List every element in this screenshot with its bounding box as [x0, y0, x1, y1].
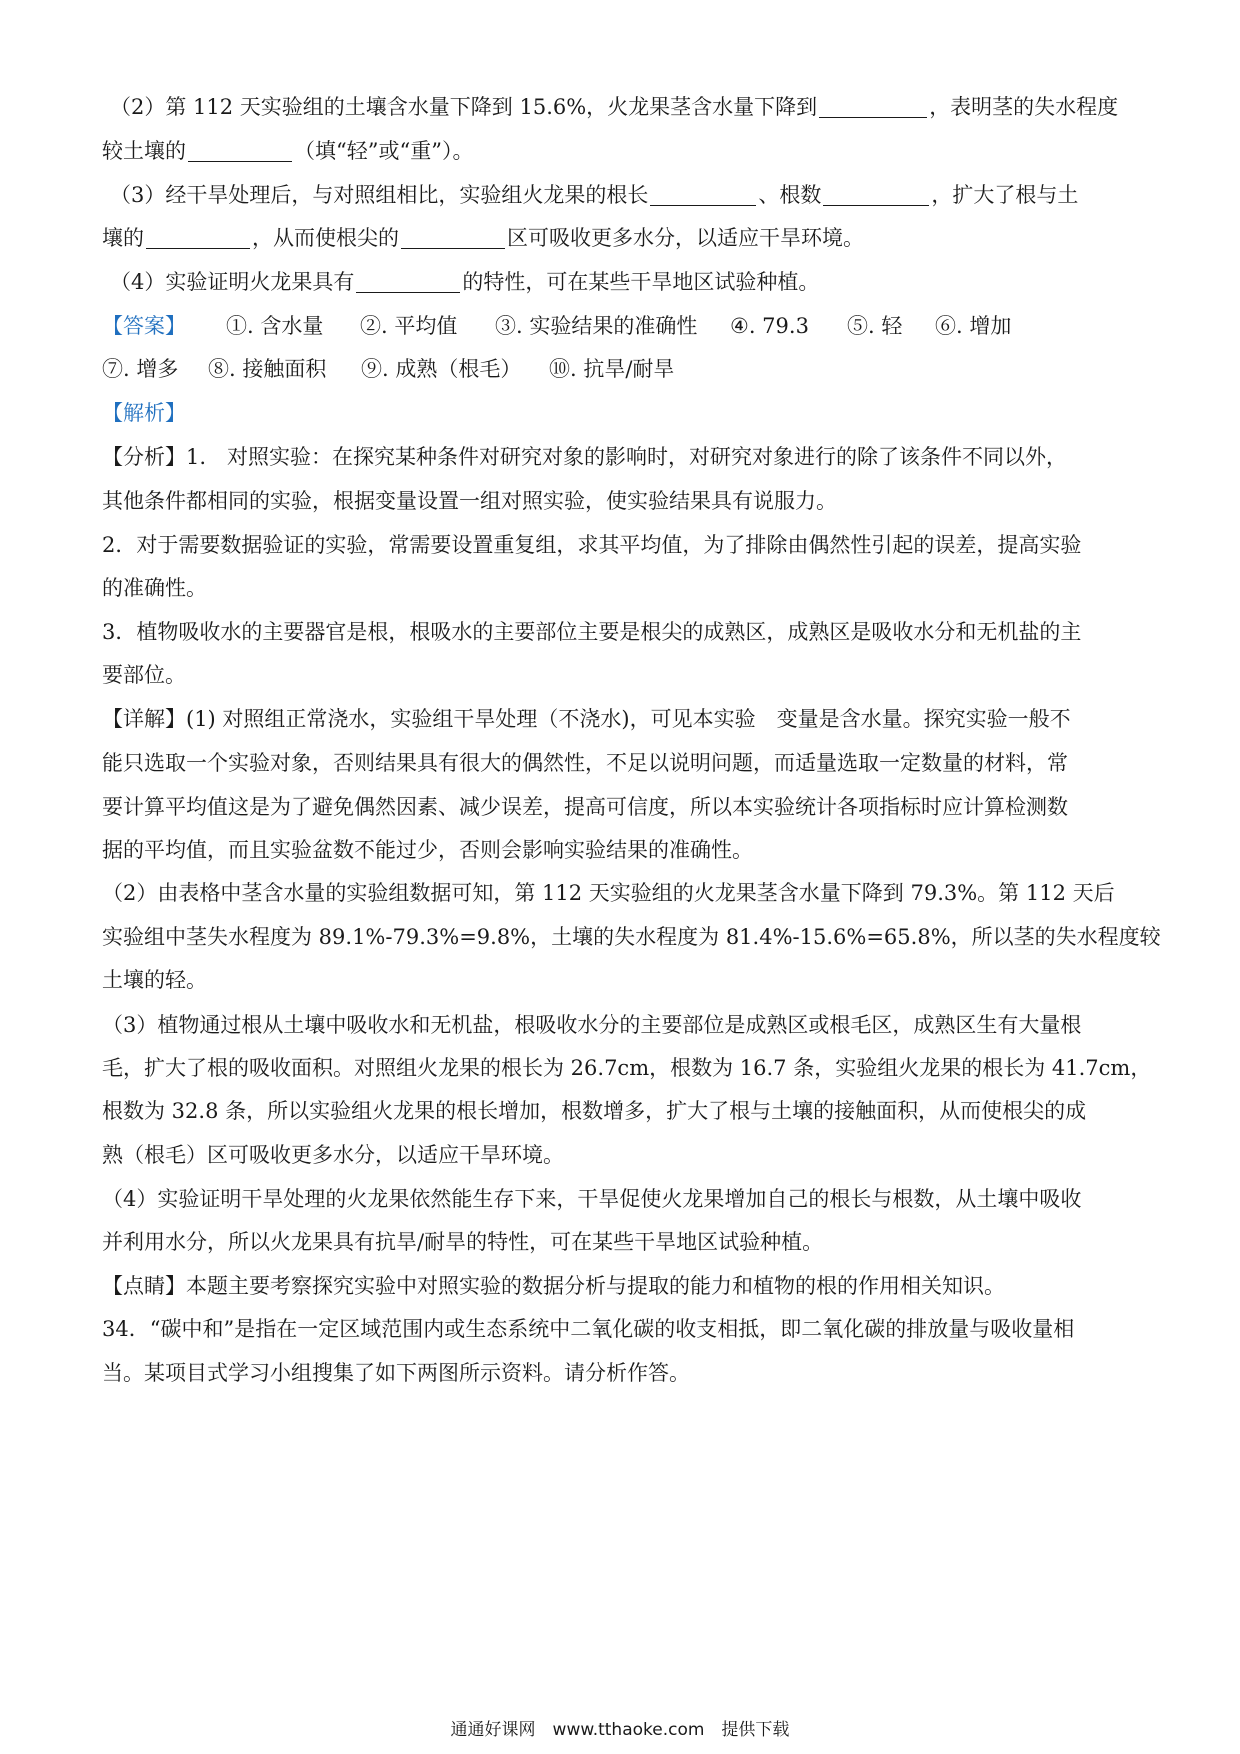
analysis-line: 能只选取一个实验对象，否则结果具有很大的偶然性，不足以说明问题，而适量选取一定数量的材料，常	[102, 751, 1068, 775]
analysis-line: 的准确性。	[102, 576, 207, 600]
question-text: ，从而使根尖的	[252, 226, 399, 250]
question-text: 较土壤的	[102, 139, 186, 163]
question-2-line-2	[102, 136, 1122, 166]
question-34-line: 当。某项目式学习小组搜集了如下两图所示资料。请分析作答。	[102, 1361, 690, 1385]
answer-row-1	[102, 311, 1240, 341]
question-3-line-1	[110, 180, 1130, 210]
analysis-line: 熟（根毛）区可吸收更多水分，以适应干旱环境。	[102, 1143, 564, 1167]
analysis-line: 据的平均值，而且实验盆数不能过少，否则会影响实验结果的准确性。	[102, 838, 753, 862]
question-text: 区可吸收更多水分，以适应干旱环境。	[507, 226, 864, 250]
question-text: 、根数	[758, 183, 822, 207]
answer-item: ⑦. 增多	[102, 357, 179, 381]
analysis-line: 3．植物吸收水的主要器官是根，根吸水的主要部位主要是根尖的成熟区，成熟区是吸收水分和无机盐的主	[102, 620, 1082, 644]
question-text: （2）第 112 天实验组的土壤含水量下降到 15.6%，火龙果茎含水量下降到	[110, 95, 818, 119]
answer-item: ⑧. 接触面积	[208, 357, 327, 381]
answer-blank	[188, 139, 292, 162]
answer-item: ⑨. 成熟（根毛）	[361, 357, 522, 381]
answer-item: ④. 79.3	[730, 314, 809, 338]
answer-blank	[356, 270, 460, 293]
analysis-line: 要计算平均值这是为了避免偶然因素、减少误差，提高可信度，所以本实验统计各项指标时应计算检测数	[102, 795, 1068, 819]
analysis-line: 土壤的轻。	[102, 968, 207, 992]
analysis-label: 【解析】	[102, 401, 186, 425]
analysis-line: （4）实验证明干旱处理的火龙果依然能生存下来，干旱促使火龙果增加自己的根长与根数，从土壤中吸收	[102, 1187, 1082, 1211]
answer-blank	[823, 183, 929, 206]
analysis-line: 【分析】1. 对照实验：在探究某种条件对研究对象的影响时，对研究对象进行的除了该条件不同以外，	[102, 445, 1068, 469]
answer-blank	[819, 95, 927, 118]
analysis-line: 【详解】(1) 对照组正常浇水，实验组干旱处理（不浇水)，可见本实验 变量是含水量。探究实验一般不	[102, 707, 1071, 731]
answer-item: ③. 实验结果的准确性	[495, 314, 698, 338]
analysis-line: 实验组中茎失水程度为 89.1%-79.3%=9.8%，土壤的失水程度为 81.4%-15.6%=65.8%，所以茎的失水程度较	[102, 925, 1161, 949]
answer-blank	[650, 183, 756, 206]
answer-item: ⑥. 增加	[935, 314, 1012, 338]
question-text: （填“轻”或“重”）。	[294, 139, 474, 163]
answer-item: ②. 平均值	[360, 314, 458, 338]
answer-item: ⑩. 抗旱/耐旱	[549, 357, 675, 381]
question-text: （3）经干旱处理后，与对照组相比，实验组火龙果的根长	[110, 183, 649, 207]
question-text: ，扩大了根与土	[931, 183, 1079, 207]
question-2-line-1	[110, 92, 1130, 122]
question-3-line-2	[102, 223, 1122, 253]
answer-label: 【答案】	[102, 314, 186, 338]
analysis-line: （2）由表格中茎含水量的实验组数据可知，第 112 天实验组的火龙果茎含水量下降到 79.3%。第 112 天后	[102, 881, 1115, 905]
analysis-line: （3）植物通过根从土壤中吸收水和无机盐，根吸收水分的主要部位是成熟区或根毛区，成熟区生有大量根	[102, 1013, 1082, 1037]
answer-blank	[146, 226, 250, 249]
analysis-line: 根数为 32.8 条，所以实验组火龙果的根长增加，根数增多，扩大了根与土壤的接触面积，从而使根尖的成	[102, 1099, 1087, 1123]
question-text: 壤的	[102, 226, 144, 250]
analysis-line: 要部位。	[102, 663, 186, 687]
question-4-line	[110, 267, 1130, 297]
analysis-line: 毛，扩大了根的吸收面积。对照组火龙果的根长为 26.7cm，根数为 16.7 条，实验组火龙果的根长为 41.7cm，	[102, 1056, 1152, 1080]
question-text: 的特性，可在某些干旱地区试验种植。	[462, 270, 820, 294]
question-34-line: 34．“碳中和”是指在一定区域范围内或生态系统中二氧化碳的收支相抵，即二氧化碳的排放量与吸收量相	[102, 1317, 1075, 1341]
analysis-line: 【点睛】本题主要考察探究实验中对照实验的数据分析与提取的能力和植物的根的作用相关知识。	[102, 1274, 1005, 1298]
answer-blank	[401, 226, 505, 249]
analysis-line: 2．对于需要数据验证的实验，常需要设置重复组，求其平均值，为了排除由偶然性引起的误差，提高实验	[102, 533, 1082, 557]
answer-item: ⑤. 轻	[847, 314, 903, 338]
analysis-label-line	[102, 398, 1240, 428]
question-text: （4）实验证明火龙果具有	[110, 270, 355, 294]
question-text: ，表明茎的失水程度	[929, 95, 1119, 119]
answer-item: ①. 含水量	[226, 314, 324, 338]
page-footer: 通通好课网 www.tthaoke.com 提供下载	[450, 1720, 790, 1740]
analysis-line: 并利用水分，所以火龙果具有抗旱/耐旱的特性，可在某些干旱地区试验种植。	[102, 1230, 824, 1254]
analysis-line: 其他条件都相同的实验，根据变量设置一组对照实验，使实验结果具有说服力。	[102, 489, 837, 513]
